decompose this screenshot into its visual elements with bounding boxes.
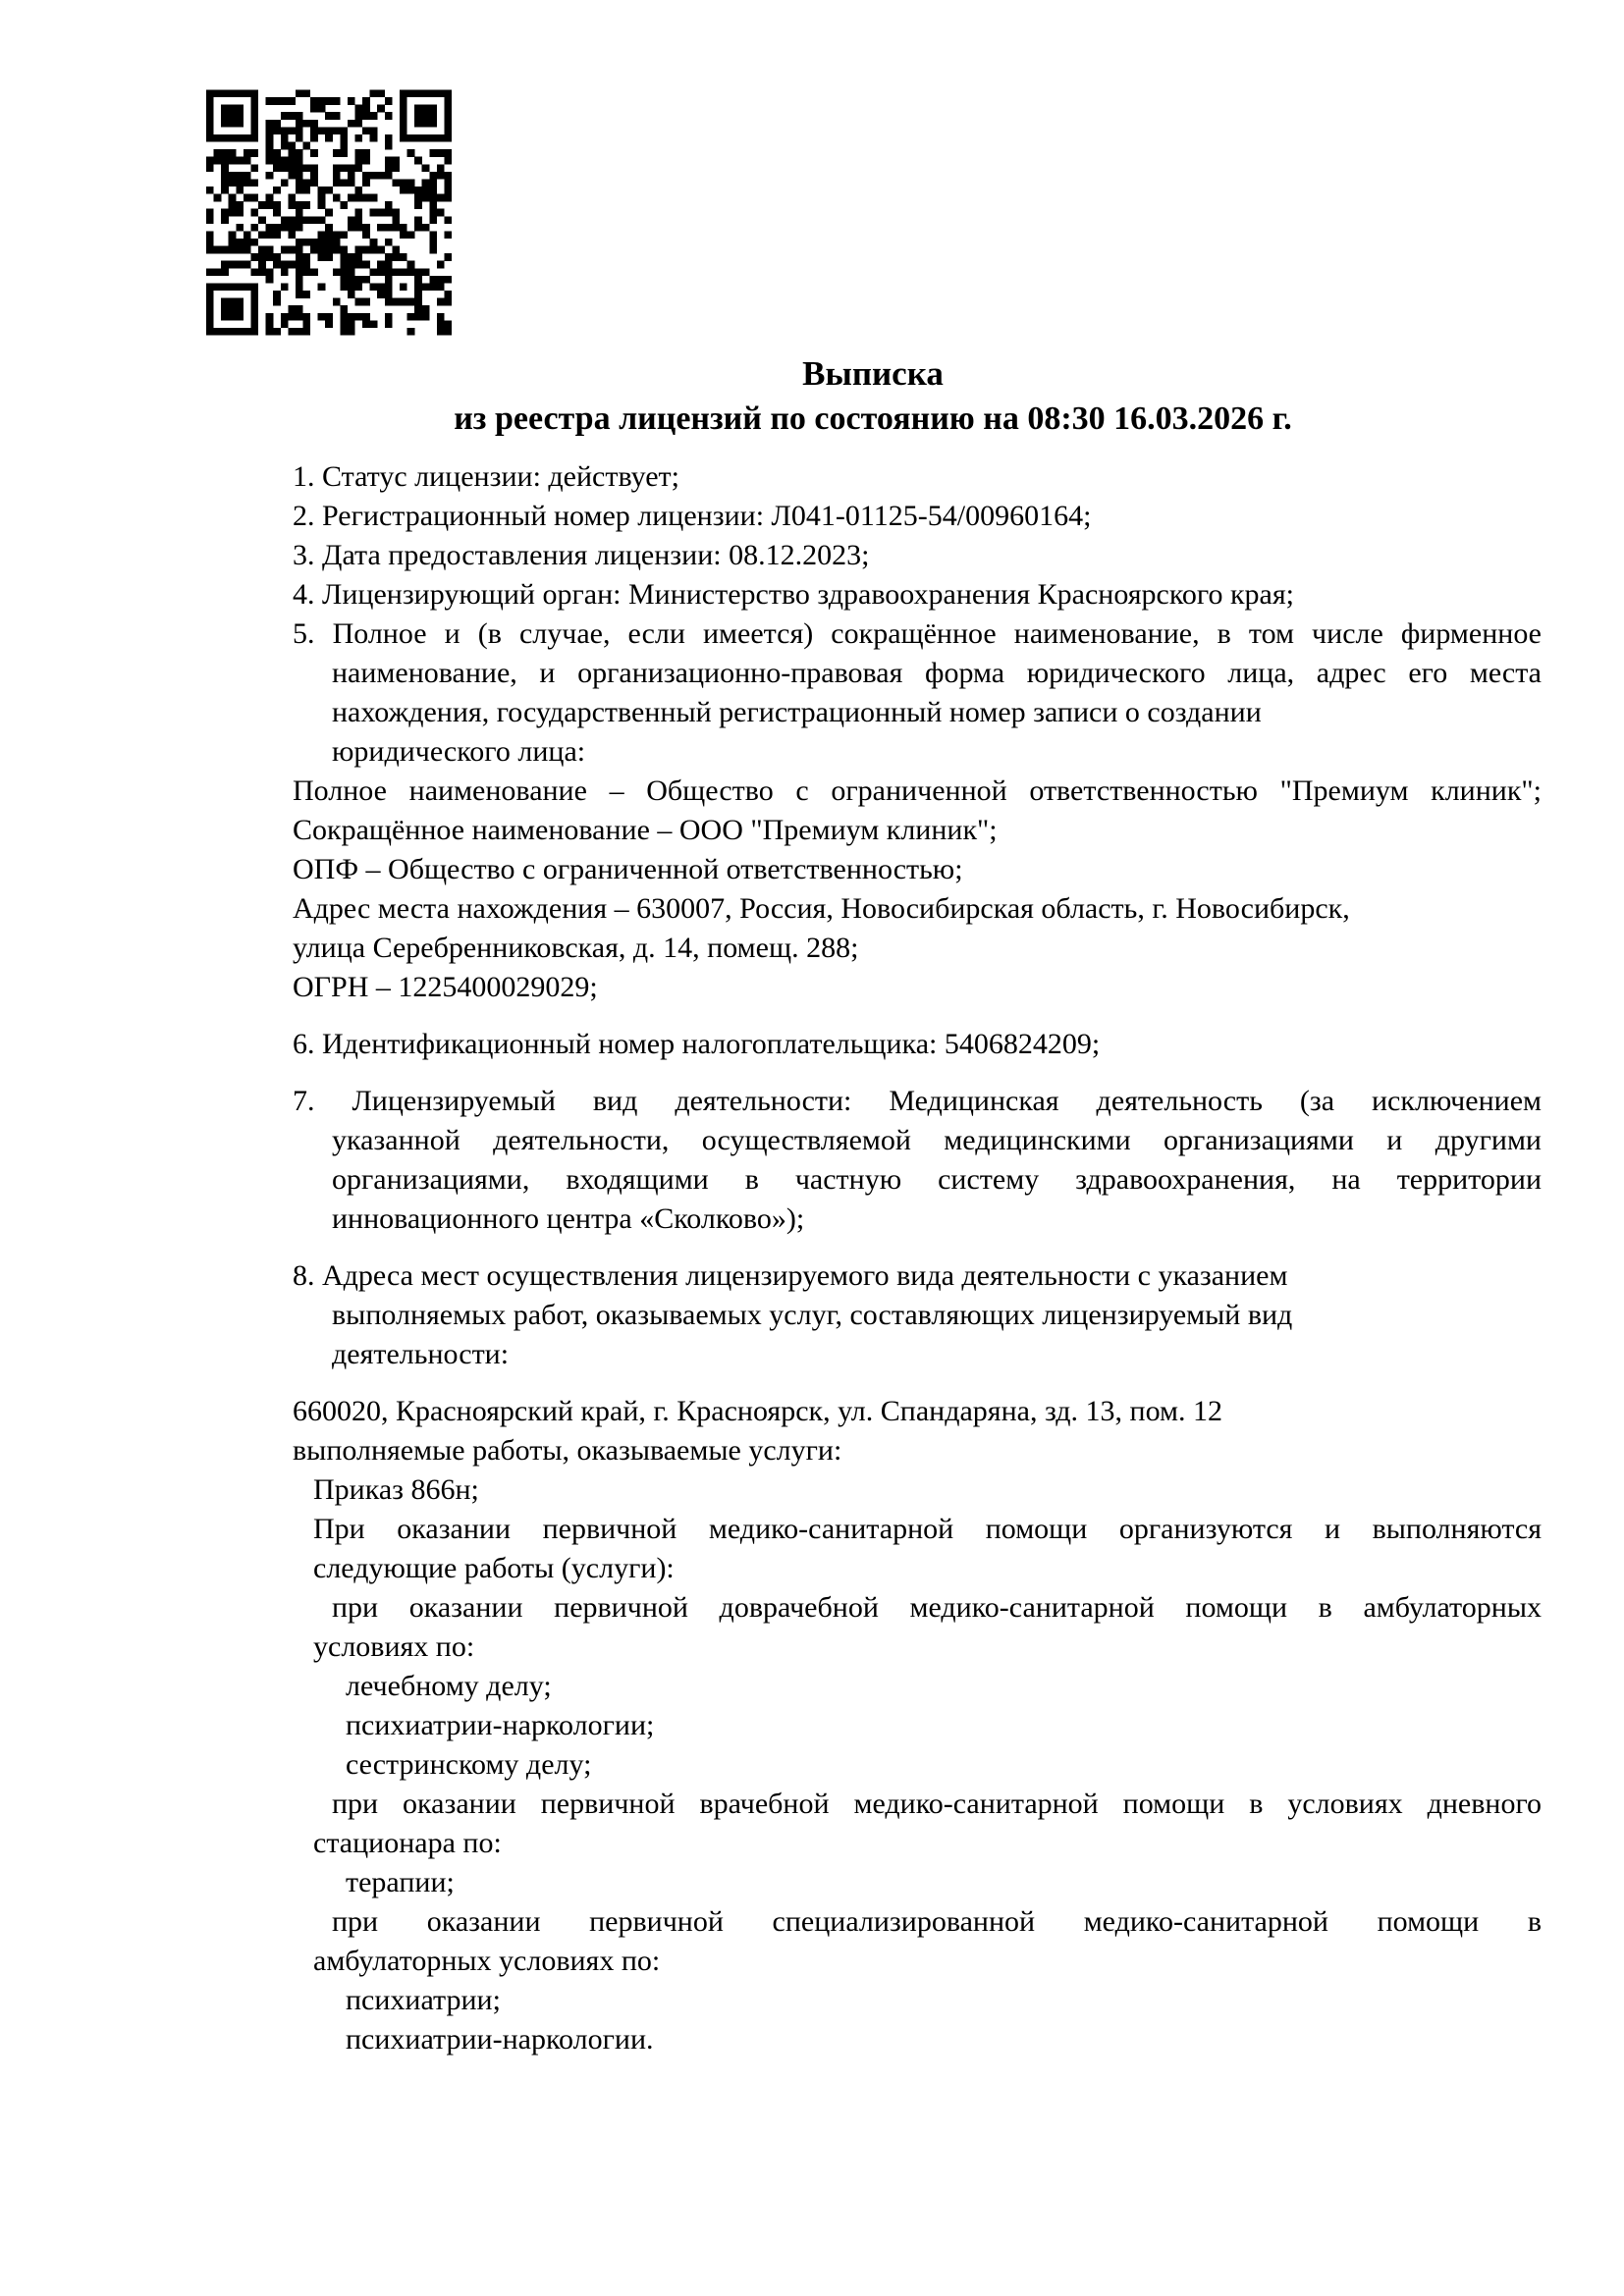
line-site-address: 660020, Красноярский край, г. Красноярск, ул. Спандаряна, зд. 13, пом. 12 xyxy=(293,1395,1222,1427)
line-opf: ОПФ – Общество с ограниченной ответственностью; xyxy=(293,853,963,885)
line-physician-1: при оказании первичной врачебной медико-санитарной помощи в условиях дневного xyxy=(332,1788,1542,1820)
line-item5-2: наименование, и организационно-правовая форма юридического лица, адрес его места xyxy=(332,657,1542,689)
line-physician-2: стационара по: xyxy=(313,1827,502,1859)
line-ogrn: ОГРН – 1225400029029; xyxy=(293,971,598,1003)
line-item5-3: нахождения, государственный регистрационный номер записи о создании xyxy=(332,696,1262,728)
page-subtitle: из реестра лицензий по состоянию на 08:30 16.03.2026 г. xyxy=(454,400,1292,437)
line-inn: 6. Идентификационный номер налогоплательщика: 5406824209; xyxy=(293,1028,1101,1060)
line-status: 1. Статус лицензии: действует; xyxy=(293,460,679,493)
line-primary-care-1: При оказании первичной медико-санитарной помощи организуются и выполняются xyxy=(313,1513,1542,1545)
line-full-name: Полное наименование – Общество с ограниченной ответственностью "Премиум клиник"; xyxy=(293,774,1542,807)
line-item7-4: инновационного центра «Сколково»); xyxy=(332,1202,805,1235)
line-specialized-1: при оказании первичной специализированной медико-санитарной помощи в xyxy=(332,1905,1542,1938)
line-reg-number: 2. Регистрационный номер лицензии: Л041-01125-54/00960164; xyxy=(293,500,1092,532)
line-item5-1: 5. Полное и (в случае, если имеется) сокращённое наименование, в том числе фирменное xyxy=(293,617,1542,650)
line-item8-2: выполняемых работ, оказываемых услуг, составляющих лицензируемый вид xyxy=(332,1299,1293,1331)
line-prehospital-2: условиях по: xyxy=(313,1630,475,1663)
line-primary-care-2: следующие работы (услуги): xyxy=(313,1552,675,1584)
line-address-1: Адрес места нахождения – 630007, Россия, Новосибирская область, г. Новосибирск, xyxy=(293,892,1350,925)
line-address-2: улица Серебренниковская, д. 14, помещ. 288; xyxy=(293,932,859,964)
line-service-therapy: терапии; xyxy=(346,1866,455,1898)
line-prehospital-1: при оказании первичной доврачебной медико-санитарной помощи в амбулаторных xyxy=(332,1591,1542,1624)
line-service-lechebnoe: лечебному делу; xyxy=(346,1670,552,1702)
line-works-header: выполняемые работы, оказываемые услуги: xyxy=(293,1434,842,1467)
line-item8-3: деятельности: xyxy=(332,1338,510,1370)
page-title: Выписка xyxy=(802,354,944,393)
line-service-psynarc-1: психиатрии-наркологии; xyxy=(346,1709,655,1741)
line-order-866n: Приказ 866н; xyxy=(313,1473,479,1506)
line-service-psych: психиатрии; xyxy=(346,1984,501,2016)
document-content xyxy=(293,0,1542,2059)
line-item7-3: организациями, входящими в частную систему здравоохранения, на территории xyxy=(332,1163,1542,1196)
line-item7-2: указанной деятельности, осуществляемой медицинскими организациями и другими xyxy=(332,1124,1542,1156)
line-service-nursing: сестринскому делу; xyxy=(346,1748,592,1781)
line-item8-1: 8. Адреса мест осуществления лицензируемого вида деятельности с указанием xyxy=(293,1259,1288,1292)
line-grant-date: 3. Дата предоставления лицензии: 08.12.2023; xyxy=(293,539,870,571)
line-specialized-2: амбулаторных условиях по: xyxy=(313,1945,661,1977)
line-service-psynarc-2: психиатрии-наркологии. xyxy=(346,2023,654,2056)
line-authority: 4. Лицензирующий орган: Министерство здравоохранения Красноярского края; xyxy=(293,578,1294,611)
line-item7-1: 7. Лицензируемый вид деятельности: Медицинская деятельность (за исключением xyxy=(293,1085,1542,1117)
document-body xyxy=(293,457,1542,2059)
line-item5-4: юридического лица: xyxy=(332,735,586,768)
line-short-name: Сокращённое наименование – ООО "Премиум клиник"; xyxy=(293,814,998,846)
